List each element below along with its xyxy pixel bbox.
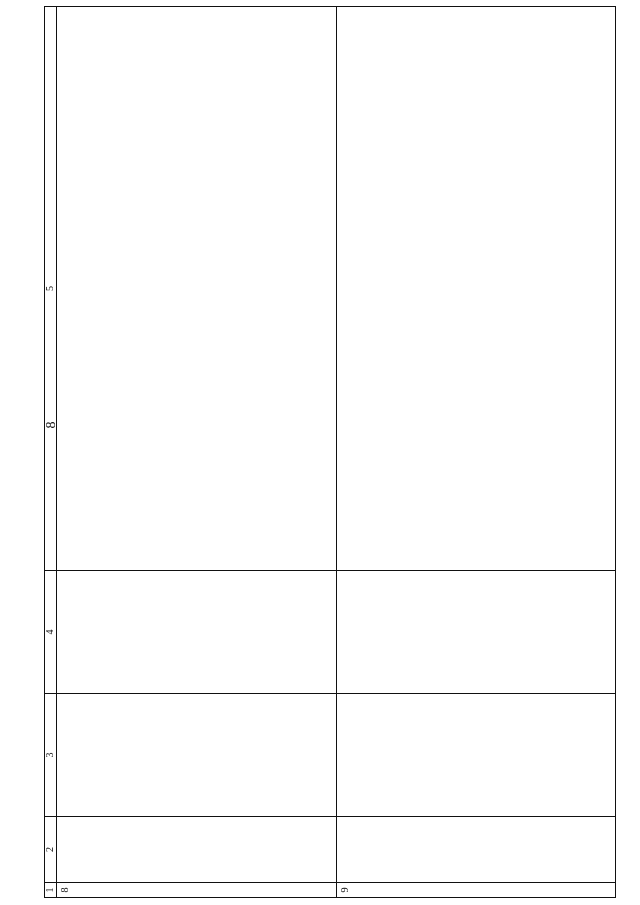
revenue-description xyxy=(57,571,337,694)
header-col-4: 4 xyxy=(45,571,57,694)
budget-codes-table xyxy=(44,6,616,898)
row-number: 8 xyxy=(57,883,337,898)
kbk-code xyxy=(57,817,337,883)
row-number: 9 xyxy=(336,883,616,898)
header-col-5: 5 xyxy=(45,7,57,571)
header-col-1: 1 xyxy=(45,883,57,898)
legal-basis xyxy=(57,7,337,571)
kbk-code xyxy=(336,817,616,883)
header-col-2: 2 xyxy=(45,817,57,883)
table-row xyxy=(336,7,616,898)
page-number: 8 xyxy=(44,421,59,429)
revenue-description xyxy=(336,571,616,694)
rotated-table-container xyxy=(44,6,616,898)
revenue-name xyxy=(336,694,616,817)
header-row xyxy=(45,7,57,898)
legal-basis xyxy=(336,7,616,571)
table-row xyxy=(57,7,337,898)
revenue-name xyxy=(57,694,337,817)
header-col-3: 3 xyxy=(45,694,57,817)
